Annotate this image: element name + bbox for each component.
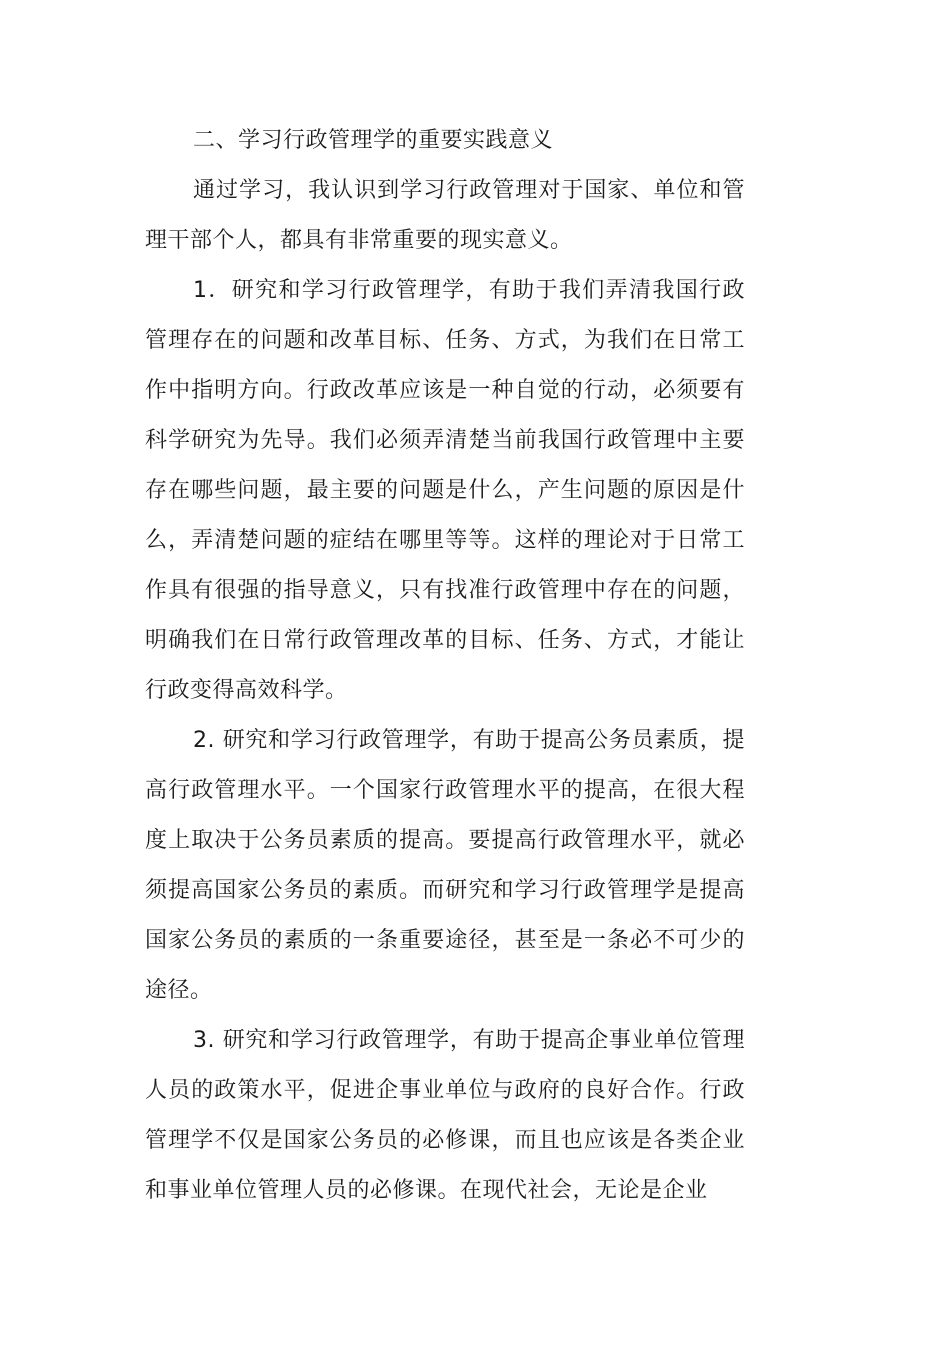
paragraph-point-1: 1．研究和学习行政管理学，有助于我们弄清我国行政管理存在的问题和改革目标、任务、方式，为我们在日常工作中指明方向。行政改革应该是一种自觉的行动，必须要有科学研究为先导。我们必须弄清楚当前我国行政管理中主要存在哪些问题，最主要的问题是什么，产生问题的原因是什么，弄清楚问题的症结在哪里等等。这样的理论对于日常工作具有很强的指导意义，只有找准行政管理中存在的问题，明确我们在日常行政管理改革的目标、任务、方式，才能让行政变得高效科学。: [145, 278, 745, 703]
paragraph-intro: 通过学习，我认识到学习行政管理对于国家、单位和管理干部个人，都具有非常重要的现实意义。: [145, 178, 745, 253]
paragraph-point-2: 2. 研究和学习行政管理学，有助于提高公务员素质，提高行政管理水平。一个国家行政管理水平的提高，在很大程度上取决于公务员素质的提高。要提高行政管理水平，就必须提高国家公务员的素质。而研究和学习行政管理学是提高国家公务员的素质的一条重要途径，甚至是一条必不可少的途径。: [145, 728, 745, 1003]
document-body: [145, 116, 745, 1216]
paragraph-point-3: 3. 研究和学习行政管理学，有助于提高企事业单位管理人员的政策水平，促进企事业单位与政府的良好合作。行政管理学不仅是国家公务员的必修课，而且也应该是各类企业和事业单位管理人员的必修课。在现代社会，无论是企业: [145, 1028, 745, 1203]
section-heading: 二、学习行政管理学的重要实践意义: [193, 128, 554, 153]
